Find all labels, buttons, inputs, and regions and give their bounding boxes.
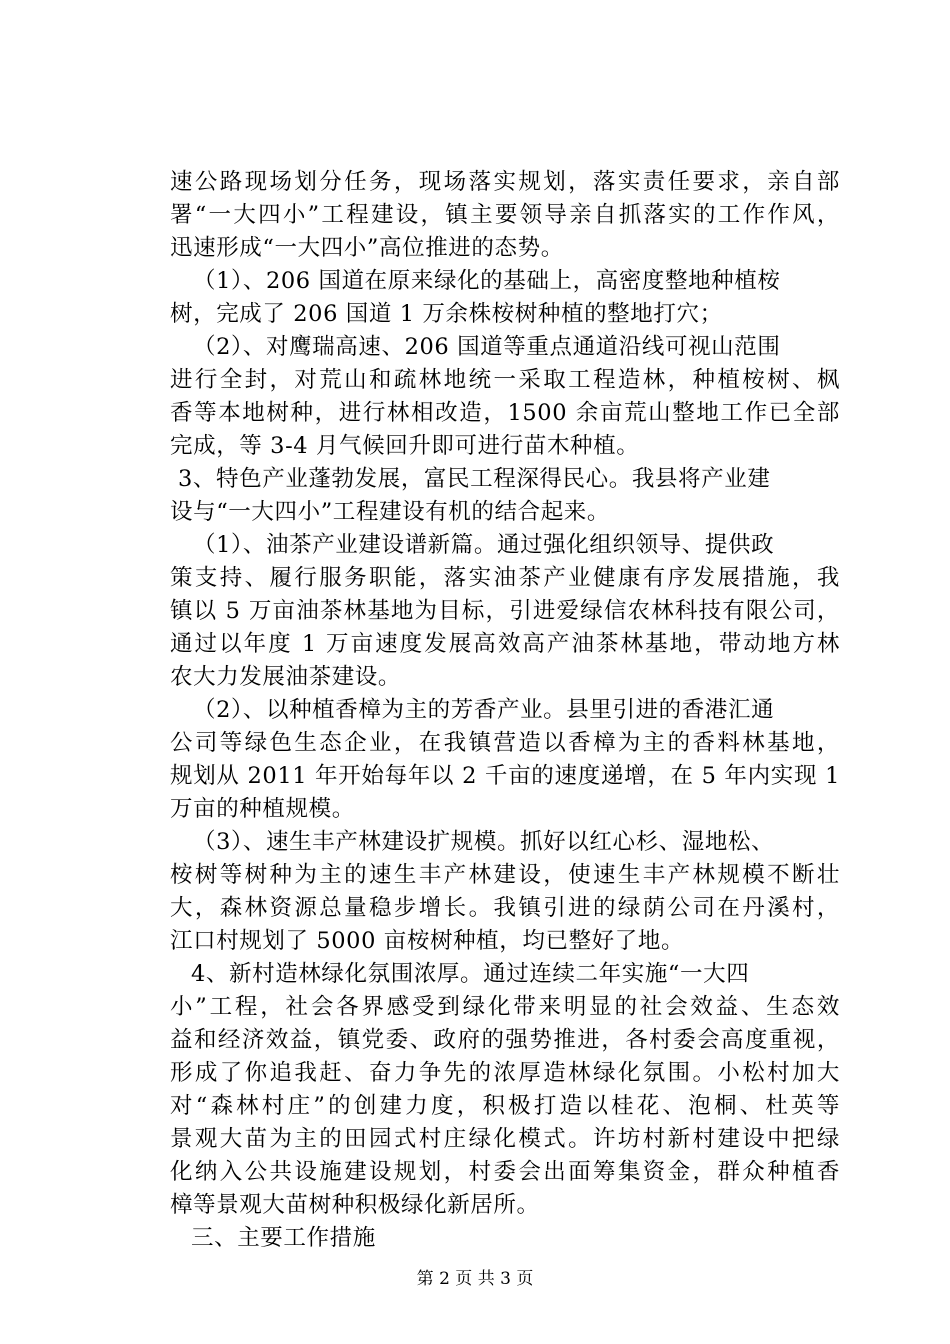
text-line: 形成了你追我赶、奋力争先的浓厚造林绿化氛围。小松村加大 <box>170 1060 840 1086</box>
text-line: 农大力发展油茶建设。 <box>170 664 402 690</box>
paragraph-start-line: 3、特色产业蓬勃发展，富民工程深得民心。我县将产业建 <box>178 466 771 492</box>
text-line: 通过以年度 1 万亩速度发展高效高产油茶林基地，带动地方林 <box>170 631 840 657</box>
text-line: 署“一大四小”工程建设，镇主要领导亲自抓落实的工作作风， <box>170 202 840 228</box>
paragraph-start-line: （1）、206 国道在原来绿化的基础上，高密度整地种植桉 <box>193 268 781 294</box>
text-line: 益和经济效益，镇党委、政府的强势推进，各村委会高度重视， <box>170 1027 840 1053</box>
text-line: 树，完成了 206 国道 1 万余株桉树种植的整地打穴； <box>170 301 723 327</box>
text-line: 速公路现场划分任务，现场落实规划，落实责任要求，亲自部 <box>170 169 840 195</box>
text-line: 规划从 2011 年开始每年以 2 千亩的速度递增，在 5 年内实现 1 <box>170 763 840 789</box>
section-heading: 三、主要工作措施 <box>191 1225 376 1251</box>
text-line: 进行全封，对荒山和疏林地统一采取工程造林，种植桉树、枫 <box>170 367 840 393</box>
paragraph-start-line: （1）、油茶产业建设谱新篇。通过强化组织领导、提供政 <box>193 532 775 558</box>
text-line: 大，森林资源总量稳步增长。我镇引进的绿荫公司在丹溪村， <box>170 895 840 921</box>
paragraph-start-line: （2）、以种植香樟为主的芳香产业。县里引进的香港汇通 <box>193 697 775 723</box>
paragraph-start-line: （2）、对鹰瑞高速、206 国道等重点通道沿线可视山范围 <box>193 334 781 360</box>
paragraph-start-line: （3）、速生丰产林建设扩规模。抓好以红心杉、湿地松、 <box>193 829 775 855</box>
text-line: 策支持、履行服务职能，落实油茶产业健康有序发展措施，我 <box>170 565 840 591</box>
paragraph-start-line: 4、新村造林绿化氛围浓厚。通过连续二年实施“一大四 <box>191 961 750 987</box>
text-line: 江口村规划了 5000 亩桉树种植，均已整好了地。 <box>170 928 685 954</box>
text-line: 化纳入公共设施建设规划，村委会出面筹集资金，群众种植香 <box>170 1159 840 1185</box>
text-line: 景观大苗为主的田园式村庄绿化模式。许坊村新村建设中把绿 <box>170 1126 840 1152</box>
text-line: 桉树等树种为主的速生丰产林建设，使速生丰产林规模不断壮 <box>170 862 840 888</box>
document-body <box>170 166 840 1255</box>
text-line: 对“森林村庄”的创建力度，积极打造以桂花、泡桐、杜英等 <box>170 1093 840 1119</box>
text-line: 迅速形成“一大四小”高位推进的态势。 <box>170 235 564 261</box>
page-number: 第 2 页 共 3 页 <box>416 1269 534 1289</box>
text-line: 镇以 5 万亩油茶林基地为目标，引进爱绿信农林科技有限公司， <box>170 598 840 624</box>
text-line: 香等本地树种，进行林相改造，1500 余亩荒山整地工作已全部 <box>170 400 840 426</box>
text-line: 完成，等 3-4 月气候回升即可进行苗木种植。 <box>170 433 640 459</box>
text-line: 小”工程，社会各界感受到绿化带来明显的社会效益、生态效 <box>170 994 840 1020</box>
text-line: 设与“一大四小”工程建设有机的结合起来。 <box>170 499 611 525</box>
text-line: 万亩的种植规模。 <box>170 796 355 822</box>
text-line: 公司等绿色生态企业，在我镇营造以香樟为主的香料林基地， <box>170 730 840 756</box>
text-line: 樟等景观大苗树种积极绿化新居所。 <box>170 1192 540 1218</box>
